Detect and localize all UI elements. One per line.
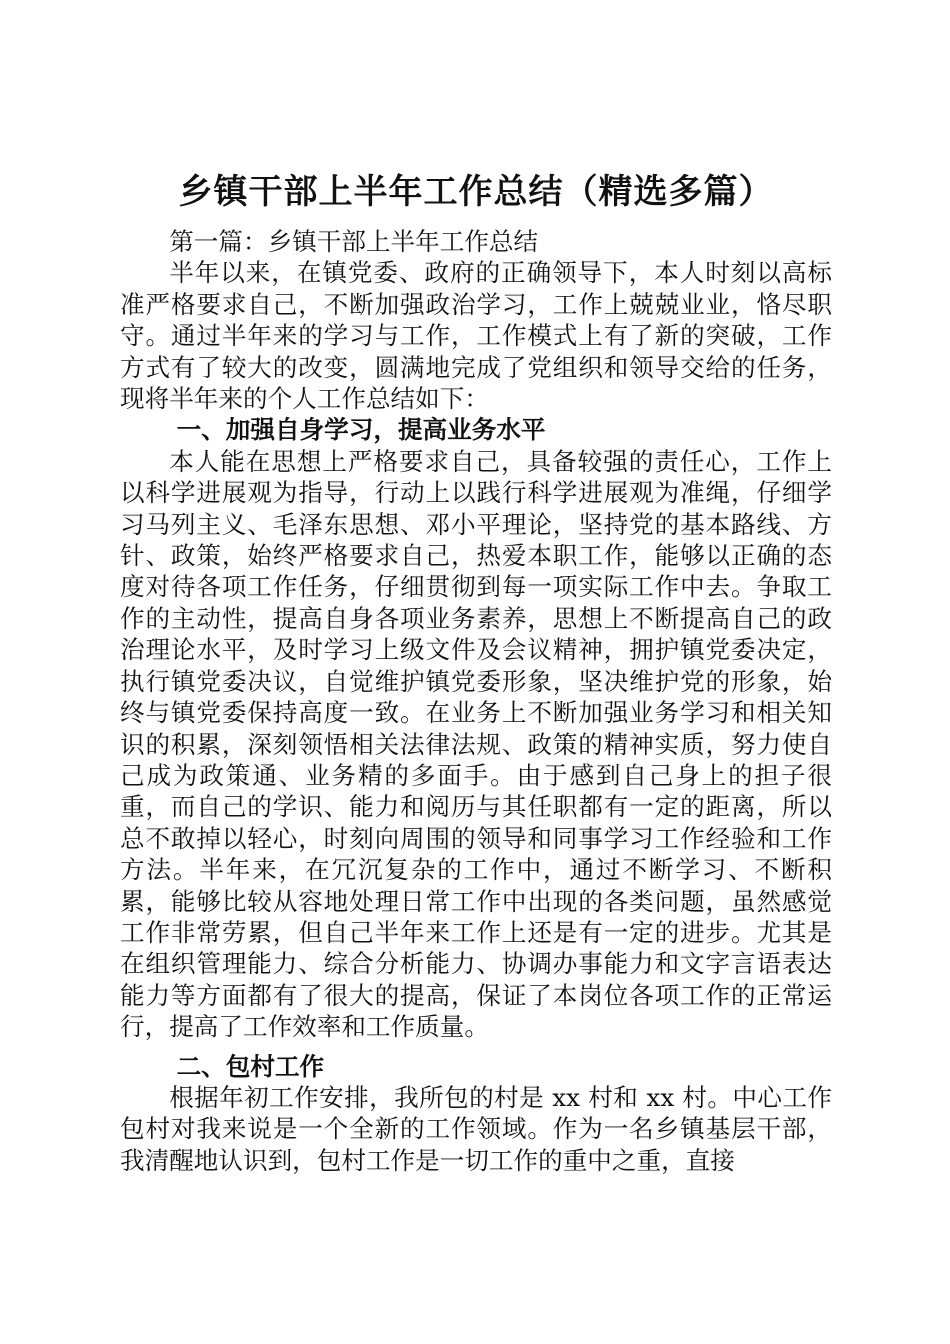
- document-content: [120, 162, 832, 1176]
- section-1-heading: 一、加强自身学习，提高业务水平: [176, 415, 546, 445]
- section-2-body: 根据年初工作安排，我所包的村是 xx 村和 xx 村。中心工作包村对我来说是一个全新的工作领域。作为一名乡镇基层干部，我清醒地认识到，包村工作是一切工作的重中之重，直接: [120, 1082, 832, 1175]
- section-1-body: 本人能在思想上严格要求自己，具备较强的责任心，工作上以科学进展观为指导，行动上以践行科学进展观为准绳，仔细学习马列主义、毛泽东思想、邓小平理论，坚持党的基本路线、方针、政策，始终严格要求自己，热爱本职工作，能够以正确的态度对待各项工作任务，仔细贯彻到每一项实际工作中去。争取工作的主动性，提高自身各项业务素养，思想上不断提高自己的政治理论水平，及时学习上级文件及会议精神，拥护镇党委决定，执行镇党委决议，自觉维护镇党委形象，坚决维护党的形象，始终与镇党委保持高度一致。在业务上不断加强业务学习和相关知识的积累，深刻领悟相关法律法规、政策的精神实质，努力使自己成为政策通、业务精的多面手。由于感到自己身上的担子很重，而自己的学识、能力和阅历与其任职都有一定的距离，所以总不敢掉以轻心，时刻向周围的领导和同事学习工作经验和工作方法。半年来，在冗沉复杂的工作中，通过不断学习、不断积累，能够比较从容地处理日常工作中出现的各类问题，虽然感觉工作非常劳累，但自己半年来工作上还是有一定的进步。尤其是在组织管理能力、综合分析能力、协调办事能力和文字言语表达能力等方面都有了很大的提高，保证了本岗位各项工作的正常运行，提高了工作效率和工作质量。: [120, 446, 832, 1042]
- document-subtitle: 第一篇：乡镇干部上半年工作总结: [169, 227, 539, 256]
- intro-paragraph: 半年以来，在镇党委、政府的正确领导下，本人时刻以高标准严格要求自己，不断加强政治学习，工作上兢兢业业，恪尽职守。通过半年来的学习与工作，工作模式上有了新的突破，工作方式有了较大的改变，圆满地完成了党组织和领导交给的任务，现将半年来的个人工作总结如下：: [120, 258, 832, 414]
- section-2-heading: 二、包村工作: [176, 1051, 325, 1081]
- document-title: 乡镇干部上半年工作总结（精选多篇）: [178, 172, 774, 212]
